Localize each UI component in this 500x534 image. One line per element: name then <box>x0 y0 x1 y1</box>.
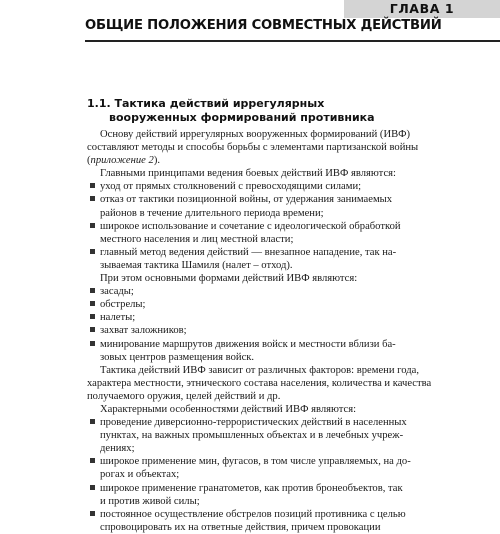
appendix-reference: приложение 2 <box>90 155 154 167</box>
paragraph-factors <box>87 364 432 403</box>
forms-list <box>87 285 419 364</box>
list-item-line: засады; <box>100 286 134 298</box>
square-bullet-icon <box>90 485 95 490</box>
list-item <box>87 508 419 534</box>
list-item <box>87 324 419 337</box>
principles-list <box>87 180 419 272</box>
section-heading-line-1: 1.1. Тактика действий иррегулярных <box>87 97 325 110</box>
list-item <box>87 246 419 272</box>
square-bullet-icon <box>90 301 95 306</box>
list-item-line: широкое использование и сочетание с идеологической обработкой <box>100 220 401 232</box>
list-item-line: уход от прямых столкновений с превосходящими силами; <box>100 181 362 193</box>
list-item-line: спровоцировать их на ответные действия, причем провокации <box>100 521 381 533</box>
paragraph-line: характера местности, этнического состава населения, количества и качества <box>87 377 432 389</box>
list-item-line: дениях; <box>100 443 135 455</box>
list-item-line: и против живой силы; <box>100 495 200 507</box>
list-item <box>87 311 419 324</box>
list-item <box>87 482 419 508</box>
section-heading <box>87 97 375 125</box>
list-item-line: минирование маршрутов движения войск и местности вблизи ба- <box>100 338 396 350</box>
list-item-line: постоянное осуществление обстрелов позиций противника с целью <box>100 508 406 520</box>
principles-intro: Главными принципами ведения боевых действий ИВФ являются: <box>100 168 396 180</box>
list-item <box>87 455 419 481</box>
list-item-line: обстрелы; <box>100 299 146 311</box>
list-item-line: пунктах, на важных промышленных объектах и в лечебных учреж- <box>100 430 404 442</box>
list-item <box>87 416 419 455</box>
list-item-line: местного населения и лиц местной власти; <box>100 233 294 245</box>
square-bullet-icon <box>90 419 95 424</box>
list-item-line: захват заложников; <box>100 325 187 337</box>
paragraph-line: составляют методы и способы борьбы с элементами партизанской войны <box>87 142 419 154</box>
list-item <box>87 193 419 219</box>
square-bullet-icon <box>90 183 95 188</box>
chapter-label: ГЛАВА 1 <box>344 0 500 18</box>
list-item-line: районов в течение длительного периода времени; <box>100 207 324 219</box>
list-item-line: рогах и объектах; <box>100 469 180 481</box>
paragraph-line: Основу действий иррегулярных вооруженных формирований (ИВФ) <box>100 129 411 140</box>
square-bullet-icon <box>90 249 95 254</box>
list-item-line: главный метод ведения действий — внезапное нападение, так на- <box>100 246 397 258</box>
list-item-line: зовых центров размещения войск. <box>100 351 255 363</box>
square-bullet-icon <box>90 314 95 319</box>
square-bullet-icon <box>90 196 95 201</box>
paragraph-line: (приложение 2). <box>87 155 161 167</box>
square-bullet-icon <box>90 511 95 516</box>
list-item <box>87 338 419 364</box>
list-item <box>87 298 419 311</box>
section-heading-line-2: вооруженных формирований противника <box>109 111 375 124</box>
list-item <box>87 180 419 193</box>
paragraph-intro <box>87 128 419 167</box>
paragraph-line: Тактика действий ИВФ зависит от различных факторов: времени года, <box>100 364 419 376</box>
list-item-line: проведение диверсионно-террористических действий в населенных <box>100 417 407 429</box>
features-list <box>87 416 419 534</box>
list-item-line: зываемая тактика Шамиля (налет – отход). <box>100 259 293 271</box>
features-intro: Характерными особенностями действий ИВФ являются: <box>100 403 357 415</box>
square-bullet-icon <box>90 341 95 346</box>
header-divider <box>85 40 500 42</box>
square-bullet-icon <box>90 458 95 463</box>
page-body <box>87 128 432 534</box>
list-item <box>87 285 419 298</box>
square-bullet-icon <box>90 223 95 228</box>
square-bullet-icon <box>90 288 95 293</box>
square-bullet-icon <box>90 327 95 332</box>
running-header-title: ОБЩИЕ ПОЛОЖЕНИЯ СОВМЕСТНЫХ ДЕЙСТВИЙ <box>85 18 442 33</box>
list-item-line: широкое применение гранатометов, как против бронеобъектов, так <box>100 482 403 494</box>
list-item-line: налеты; <box>100 312 136 324</box>
list-item-line: отказ от тактики позиционной войны, от удержания занимаемых <box>100 194 393 206</box>
list-item-line: широкое применение мин, фугасов, в том числе управляемых, на до- <box>100 456 411 468</box>
list-item <box>87 220 419 246</box>
paragraph-line: получаемого оружия, целей действий и др. <box>87 390 281 402</box>
forms-intro: При этом основными формами действий ИВФ являются: <box>100 273 358 285</box>
